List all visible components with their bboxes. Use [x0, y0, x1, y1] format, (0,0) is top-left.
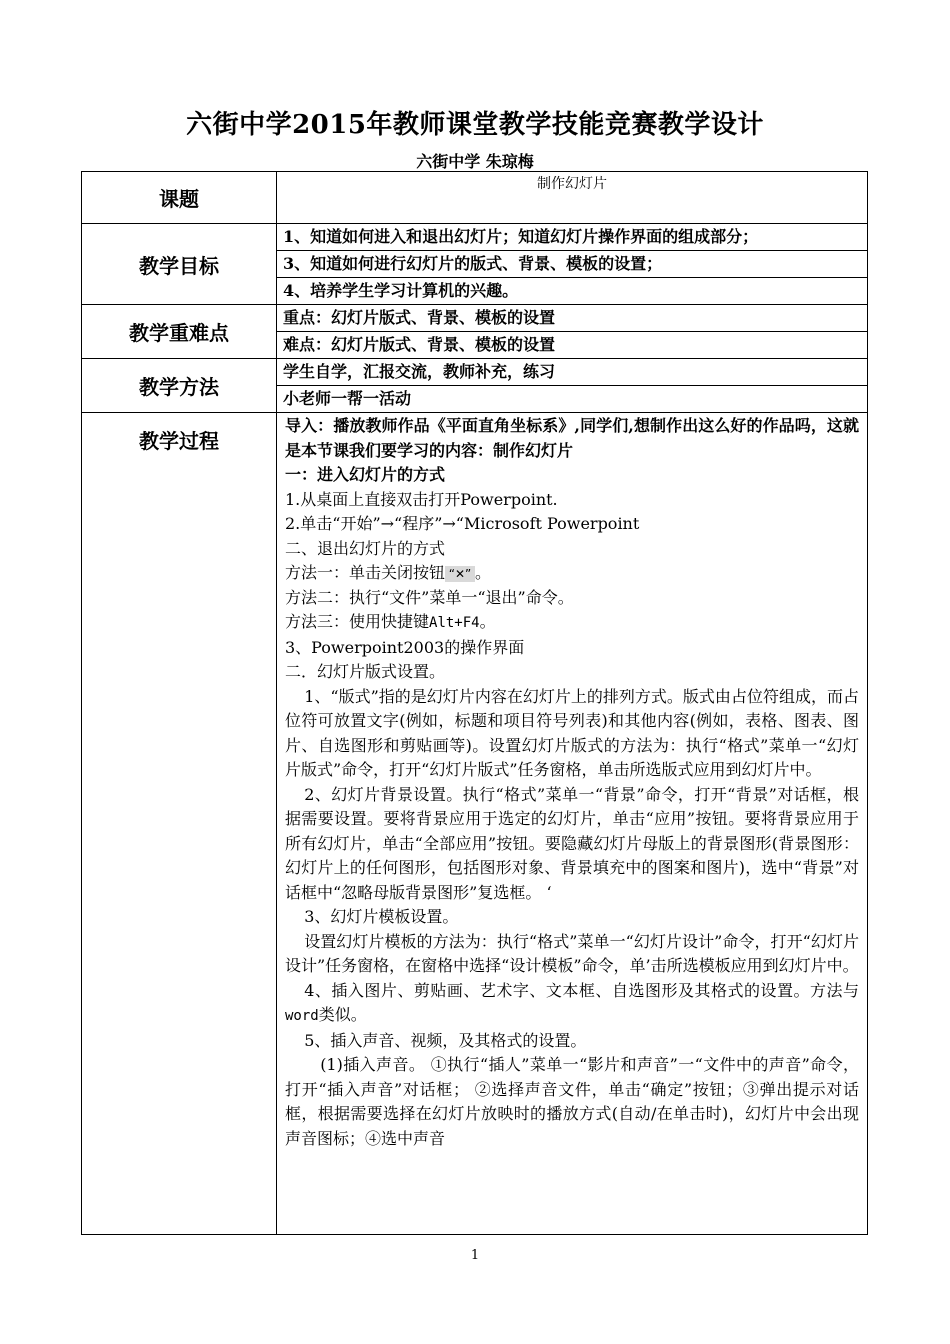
row-objectives-1 [82, 224, 868, 251]
paragraph-insert [285, 979, 859, 1029]
row-methods-1 [82, 359, 868, 386]
page-number: 1 [470, 1248, 480, 1263]
document-title: 六街中学2015年教师课堂教学技能竞赛教学设计 [186, 110, 764, 140]
paragraph-background: 2、幻灯片背景设置。执行“格式”菜单一“背景”命令，打开“背景”对话框，根据需要设置。要将背景应用于选定的幻灯片，单击“应用”按钮。要将背景应用于所有幻灯片，单击“全部应用”按钮。要隐藏幻灯片母版上的背景图形(背景图形：幻灯片上的任何图形，包括图形对象、背景填充中的图案和图片)，选中“背景”对话框中“忽略母版背景图形”复选框。 ‘ [285, 784, 859, 902]
value-topic: 制作幻灯片 [277, 172, 868, 224]
method-item: 学生自学，汇报交流，教师补充，练习 [277, 359, 868, 386]
label-methods: 教学方法 [82, 359, 277, 413]
section-heading: 二．幻灯片版式设置。 [285, 662, 446, 681]
label-topic: 课题 [82, 172, 277, 224]
insert-text: 4、插入图片、剪贴画、艺术字、文本框、自选图形及其格式的设置。方法与 [304, 980, 859, 1000]
method-three-tail: 。 [479, 612, 496, 631]
paragraph-sound: (1)插入声音。 ①执行“插人”菜单一“影片和声音”一“文件中的声音”命令，打开“插入声音”对话框； ②选择声音文件，单击“确定”按钮；③弹出提示对话框，根据需要选择在幻灯片放映时的播放方式(自动/在单击时)，幻灯片中会出现声音图标；④选中声音 [285, 1055, 859, 1148]
label-keypoints: 教学重难点 [82, 305, 277, 359]
objective-item: 3、知道如何进行幻灯片的版式、背景、模板的设置； [277, 251, 868, 278]
paragraph-template-heading: 3、幻灯片模板设置。 [304, 907, 459, 926]
row-keypoints-1 [82, 305, 868, 332]
keypoint-item: 难点：幻灯片版式、背景、模板的设置 [277, 332, 868, 359]
method-item: 小老师一帮一活动 [277, 386, 868, 413]
close-button-icon: “✕” [445, 566, 475, 582]
label-process: 教学过程 [82, 413, 277, 1235]
label-objectives: 教学目标 [82, 224, 277, 305]
insert-tail: 类似。 [318, 1005, 367, 1024]
process-line [285, 561, 859, 586]
shortcut-key: Alt+F4 [429, 615, 480, 631]
paragraph-sound-heading: 5、插入声音、视频，及其格式的设置。 [304, 1030, 587, 1050]
row-process [82, 413, 868, 1235]
paragraph-layout: 1、“版式”指的是幻灯片内容在幻灯片上的排列方式。版式由占位符组成，而占位符可放置文字(例如，标题和项目符号列表)和其他内容(例如，表格、图表、图片、自选图形和剪贴画等)。设置幻灯片版式的方法为：执行“格式”菜单一“幻灯片版式”命令，打开“幻灯片版式”任务窗格，单击所选版式应用到幻灯片中。 [285, 686, 859, 779]
objective-item: 1、知道如何进入和退出幻灯片；知道幻灯片操作界面的组成部分； [277, 224, 868, 251]
lesson-plan-table [81, 171, 868, 1235]
keypoint-item: 重点：幻灯片版式、背景、模板的设置 [277, 305, 868, 332]
process-line: 2.单击“开始”→“程序”→“Microsoft Powerpoint [285, 514, 640, 533]
section-heading: 一：进入幻灯片的方式 [285, 465, 446, 484]
process-line: 3、Powerpoint2003的操作界面 [285, 637, 525, 657]
process-line [285, 610, 859, 636]
objective-item: 4、培养学生学习计算机的兴趣。 [277, 278, 868, 305]
method-one-text: 方法一：单击关闭按钮 [285, 563, 446, 582]
process-content [277, 413, 868, 1235]
process-intro: 导入：播放教师作品《平面直角坐标系》,同学们,想制作出这么好的作品吗，这就是本节课我们要学习的内容：制作幻灯片 [285, 416, 859, 460]
document-author: 六街中学 朱琼梅 [416, 152, 534, 171]
section-heading: 二、退出幻灯片的方式 [285, 538, 446, 558]
paragraph-template: 设置幻灯片模板的方法为：执行“格式”菜单一“幻灯片设计”命令，打开“幻灯片设计”任务窗格，在窗格中选择“设计模板”命令，单’击所选模板应用到幻灯片中。 [285, 931, 859, 975]
process-line: 1.从桌面上直接双击打开Powerpoint. [285, 489, 558, 509]
process-line: 方法二：执行“文件”菜单一“退出”命令。 [285, 587, 574, 607]
row-topic [82, 172, 868, 224]
method-one-tail: 。 [475, 563, 492, 582]
word-text: word [285, 1008, 319, 1024]
method-three-text: 方法三：使用快捷键 [285, 612, 430, 631]
